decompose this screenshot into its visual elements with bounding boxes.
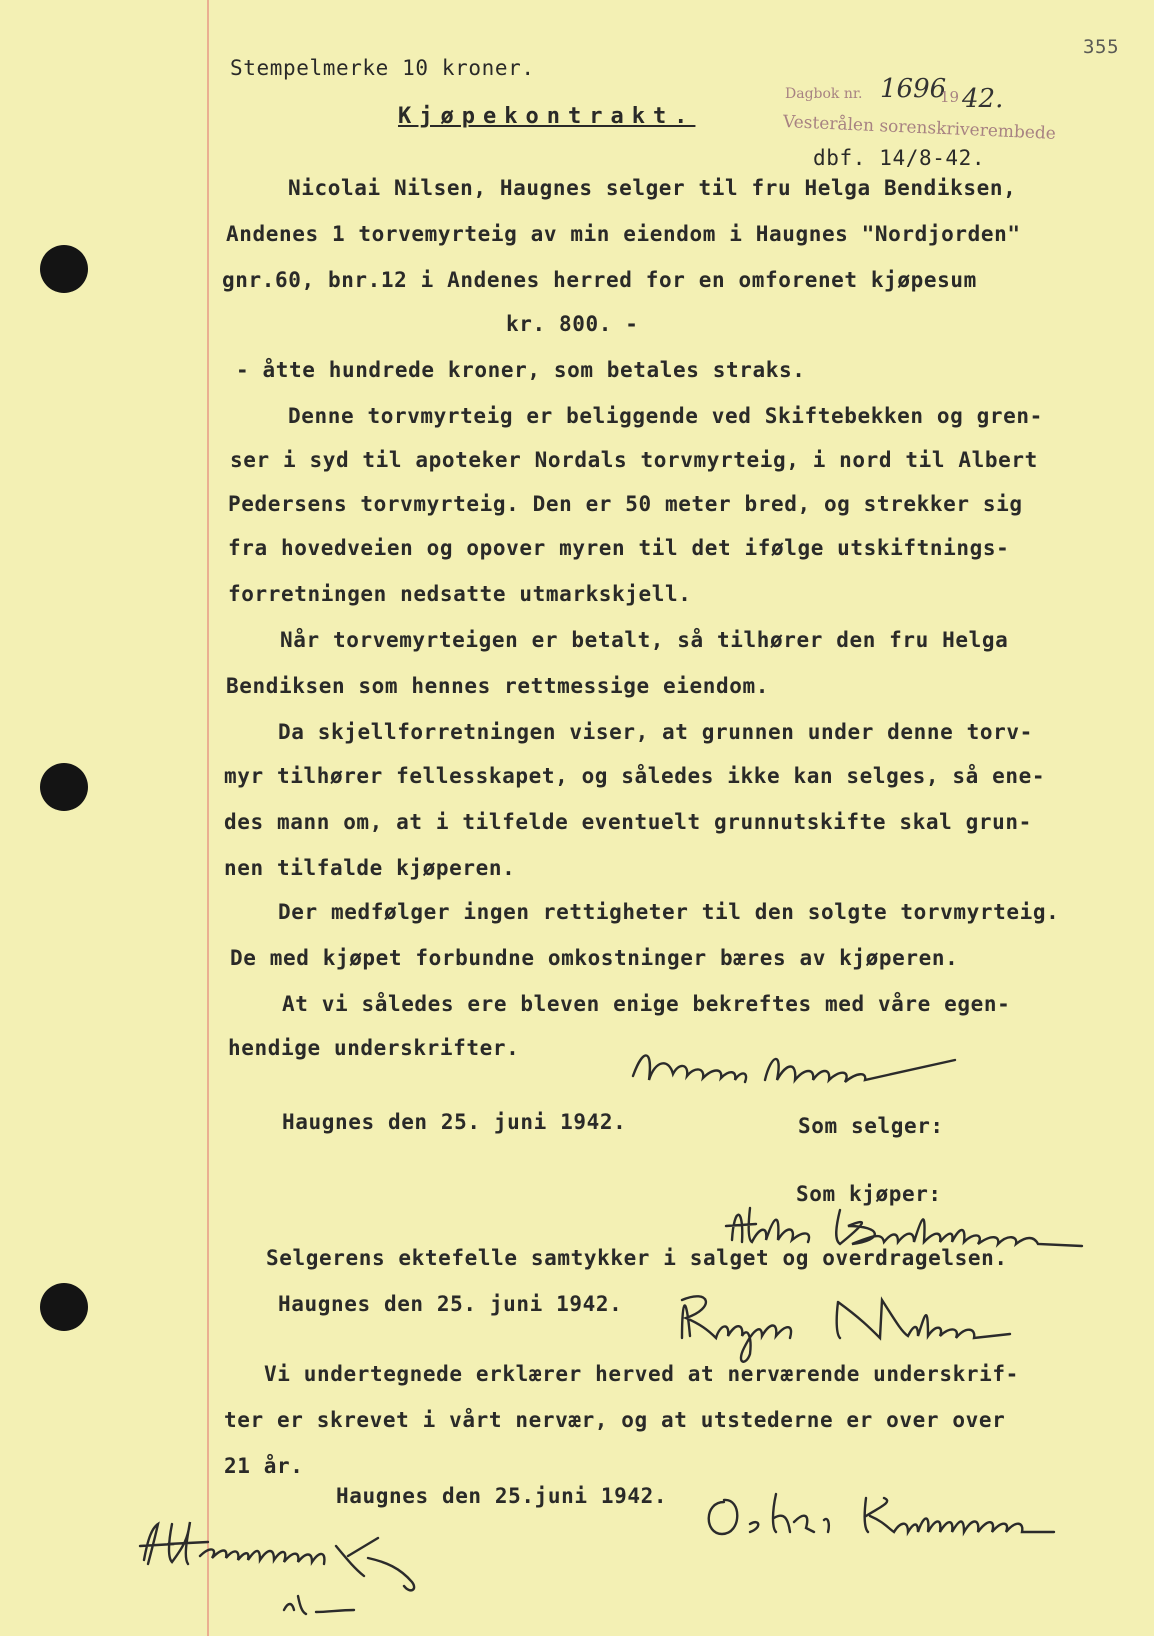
witness-line: 21 år. xyxy=(224,1454,304,1478)
body-line: At vi således ere bleven enige bekreftes med våre egen- xyxy=(282,992,1011,1016)
margin-rule xyxy=(207,0,209,1636)
date-line: Haugnes den 25.juni 1942. xyxy=(336,1484,668,1508)
dagbok-label: Dagbok nr. xyxy=(785,86,863,102)
punch-hole xyxy=(40,763,88,811)
witness-signature-2 xyxy=(128,1498,508,1628)
body-line: Andenes 1 torvemyrteig av min eiendom i Haugnes "Nordjorden" xyxy=(226,222,1021,246)
body-line: Der medfølger ingen rettigheter til den solgte torvmyrteig. xyxy=(278,900,1060,924)
dbf-date: dbf. 14/8-42. xyxy=(813,146,986,170)
page-number: 355 xyxy=(1083,36,1120,58)
date-line: Haugnes den 25. juni 1942. xyxy=(282,1110,627,1134)
body-line: Nicolai Nilsen, Haugnes selger til fru Helga Bendiksen, xyxy=(288,176,1017,200)
stamp-year-prefix: 19 xyxy=(940,88,960,106)
witness-signature-1 xyxy=(698,1478,1068,1548)
seller-signature xyxy=(625,1040,985,1100)
body-line: Pedersens torvmyrteig. Den er 50 meter bred, og strekker sig xyxy=(228,492,1023,516)
body-line: nen tilfalde kjøperen. xyxy=(224,856,516,880)
date-line: Haugnes den 25. juni 1942. xyxy=(278,1292,623,1316)
body-line: - åtte hundrede kroner, som betales straks. xyxy=(236,358,806,382)
body-line: forretningen nedsatte utmarkskjell. xyxy=(228,582,692,606)
body-line: hendige underskrifter. xyxy=(228,1036,520,1060)
spouse-consent: Selgerens ektefelle samtykker i salget og overdragelsen. xyxy=(266,1246,1008,1270)
body-line: Når torvemyrteigen er betalt, så tilhører den fru Helga xyxy=(280,628,1009,652)
punch-hole xyxy=(40,1283,88,1331)
stamp-duty-line: Stempelmerke 10 kroner. xyxy=(230,56,535,80)
body-line: Bendiksen som hennes rettmessige eiendom. xyxy=(226,674,769,698)
body-line: ser i syd til apoteker Nordals torvmyrteig, i nord til Albert xyxy=(230,448,1038,472)
purchase-price: kr. 800. - xyxy=(506,312,639,336)
body-line: des mann om, at i tilfelde eventuelt grunnutskifte skal grun- xyxy=(224,810,1032,834)
document-title: Kjøpekontrakt. xyxy=(398,104,696,129)
seller-label: Som selger: xyxy=(798,1114,944,1138)
stamp-year: 42. xyxy=(962,84,1004,114)
body-line: Denne torvmyrteig er beliggende ved Skiftebekken og gren- xyxy=(288,404,1043,428)
body-line: myr tilhører fellesskapet, og således ikke kan selges, så ene- xyxy=(224,764,1046,788)
body-line: Da skjellforretningen viser, at grunnen under denne torv- xyxy=(278,720,1033,744)
witness-line: Vi undertegnede erklærer herved at nerværende underskrif- xyxy=(264,1362,1019,1386)
buyer-label: Som kjøper: xyxy=(796,1182,942,1206)
punch-hole xyxy=(40,245,88,293)
registry-office-stamp: Vesterålen sorenskriverembede xyxy=(782,112,1057,144)
spouse-signature xyxy=(670,1278,1030,1368)
body-line: fra hovedveien og opover myren til det ifølge utskiftnings- xyxy=(228,536,1010,560)
body-line: De med kjøpet forbundne omkostninger bæres av kjøperen. xyxy=(230,946,959,970)
dagbok-number: 1696 xyxy=(880,74,947,104)
body-line: gnr.60, bnr.12 i Andenes herred for en omforenet kjøpesum xyxy=(222,268,977,292)
witness-line: ter er skrevet i vårt nervær, og at utstederne er over over xyxy=(224,1408,1006,1432)
